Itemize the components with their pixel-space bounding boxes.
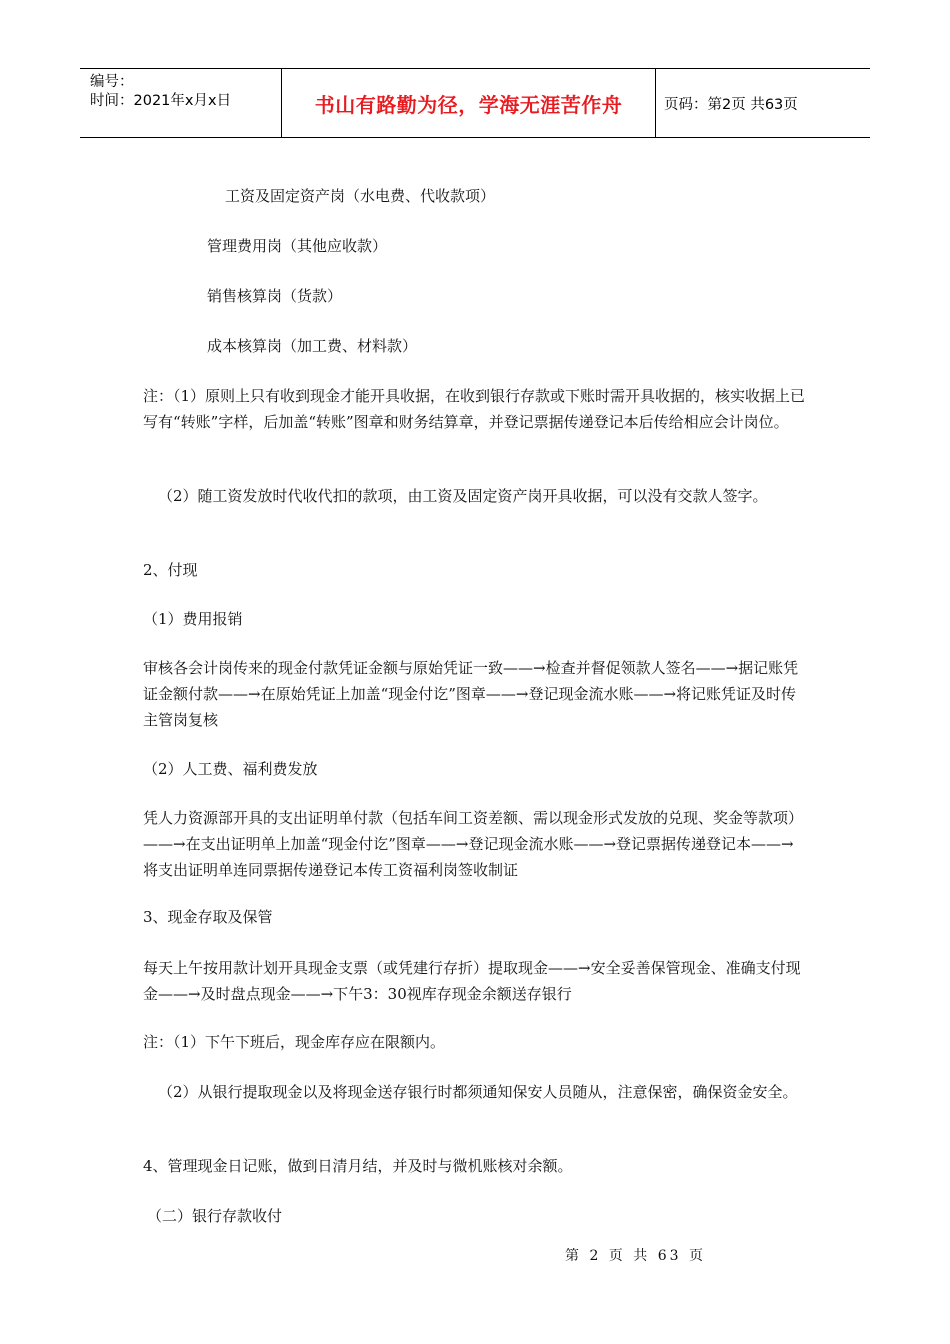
- document-time-label: 时间：2021年x月x日: [90, 93, 232, 109]
- heading-expense-reimbursement: （1）费用报销: [143, 610, 243, 628]
- heading-cash-storage: 3、现金存取及保管: [143, 908, 273, 926]
- heading-payment: 2、付现: [143, 561, 198, 579]
- header-meta: [80, 69, 282, 137]
- paragraph-cost-post: 成本核算岗（加工费、材料款）: [207, 337, 418, 355]
- paragraph-cash-journal: 4、管理现金日记账，做到日清月结，并及时与微机账核对余额。: [143, 1157, 573, 1175]
- document-number-label: 编号：: [90, 74, 134, 90]
- page-header: [80, 68, 870, 138]
- heading-bank-deposit: （二）银行存款收付: [147, 1207, 283, 1225]
- heading-labor-welfare: （2）人工费、福利费发放: [143, 760, 318, 778]
- paragraph-labor-flow: 凭人力资源部开具的支出证明单付款（包括车间工资差额、需以现金形式发放的兑现、奖金等款项）——→在支出证明单上加盖“现金付讫”图章——→登记现金流水账——→登记票据传递登记本——→将支出证明单连同票据传递登记本传工资福利岗签收制证: [143, 809, 804, 879]
- paragraph-admin-post: 管理费用岗（其他应收款）: [207, 237, 388, 255]
- paragraph-cash-flow: 每天上午按用款计划开具现金支票（或凭建行存折）提取现金——→安全妥善保管现金、准确支付现金——→及时盘点现金——→下午3：30视库存现金余额送存银行: [143, 959, 801, 1003]
- paragraph-sales-post: 销售核算岗（货款）: [207, 287, 343, 305]
- page-footer: 第 2 页 共 63 页: [565, 1248, 706, 1264]
- paragraph-note-cash-limit: 注：（1）下午下班后，现金库存应在限额内。: [143, 1033, 446, 1051]
- header-page-number: 页码：第2页 共63页: [664, 96, 798, 113]
- paragraph-note-security: （2）从银行提取现金以及将现金送存银行时都须通知保安人员随从，注意保密，确保资金安全。: [158, 1083, 798, 1101]
- paragraph-note-receipt: 注：（1）原则上只有收到现金才能开具收据，在收到银行存款或下账时需开具收据的，核实收据上已写有“转账”字样，后加盖“转账”图章和财务结算章，并登记票据传递登记本后传给相应会计岗位。: [143, 387, 806, 431]
- paragraph-note-payroll: （2）随工资发放时代收代扣的款项，由工资及固定资产岗开具收据，可以没有交款人签字。: [158, 487, 768, 505]
- header-motto: 书山有路勤为径，学海无涯苦作舟: [282, 69, 656, 137]
- paragraph-wage-post: 工资及固定资产岗（水电费、代收款项）: [225, 187, 496, 205]
- paragraph-expense-flow: 审核各会计岗传来的现金付款凭证金额与原始凭证一致——→检查并督促领款人签名——→据记账凭证金额付款——→在原始凭证上加盖“现金付讫”图章——→登记现金流水账——→将记账凭证及时传主管岗复核: [143, 659, 799, 729]
